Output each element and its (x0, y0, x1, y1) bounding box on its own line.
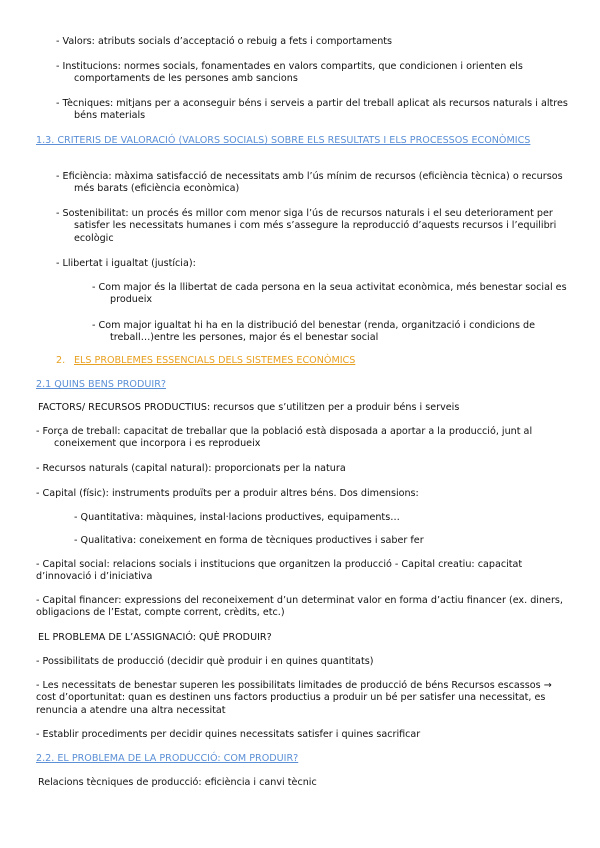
item-llibertat-a: - Com major és la llibertat de cada persona en la seua activitat econòmica, més benestar social es produeix (92, 282, 567, 306)
item-llibertat-b: - Com major igualtat hi ha en la distribució del benestar (renda, organització i condicions de treball…)entre les persones, major és el benestar social (92, 320, 536, 344)
item-eficiencia: - Eficiència: màxima satisfacció de necessitats amb l’ús mínim de recursos (eficiència tècnica) o recursos més barats (eficiència econòmica) (56, 171, 563, 195)
item-possibilitats: - Possibilitats de producció (decidir què produir i en quines quantitats) (36, 656, 374, 667)
heading-2-2: 2.2. EL PROBLEMA DE LA PRODUCCIÓ: COM PRODUIR? (36, 753, 299, 764)
item-recursos: - Recursos naturals (capital natural): proporcionats per la natura (36, 463, 346, 474)
item-valors: - Valors: atributs socials d’acceptació o rebuig a fets i comportaments (56, 36, 393, 47)
item-forca: - Força de treball: capacitat de treballar que la població està disposada a aportar a la producció, junt al coneixement que incorpora i es reprodueix (36, 426, 533, 450)
heading-2-number: 2. (56, 355, 66, 366)
item-capital-social: - Capital social: relacions socials i institucions que organitzen la producció - Capital creatiu: capacitat d’innovació i d’iniciativa (36, 559, 523, 583)
item-institucions: - Institucions: normes socials, fonamentades en valors compartits, que condicionen i orienten els comportaments de les persones amb sancions (56, 61, 523, 85)
heading-2-1: 2.1 QUINS BENS PRODUIR? (36, 379, 166, 390)
item-llibertat: - Llibertat i igualtat (justícia): (56, 258, 196, 269)
item-capital-financer: - Capital financer: expressions del reconeixement d’un determinat valor en forma d’actiu financer (ex. diners, obligacions de l’Estat, compte corrent, crèdits, etc.) (36, 595, 563, 619)
text-factors: FACTORS/ RECURSOS PRODUCTIUS: recursos que s’utilitzen per a produir béns i serveis (38, 402, 460, 413)
heading-2: ELS PROBLEMES ESSENCIALS DELS SISTEMES ECONÒMICS (74, 355, 356, 366)
text-relacions: Relacions tècniques de producció: eficiència i canvi tècnic (38, 777, 317, 788)
item-establir: - Establir procediments per decidir quines necessitats satisfer i quines sacrificar (36, 729, 421, 740)
text-problema-assignacio: EL PROBLEMA DE L’ASSIGNACIÓ: QUÈ PRODUIR? (38, 632, 272, 643)
item-qualitativa: - Qualitativa: coneixement en forma de tècniques productives i saber fer (74, 535, 424, 546)
item-capital: - Capital (físic): instruments produïts per a produir altres béns. Dos dimensions: (36, 488, 419, 499)
item-necessitats: - Les necessitats de benestar superen les possibilitats limitades de producció de béns Recursos escassos → cost d’oportunitat: quan es destinen uns factors productius a produir un bé per satisfer una necessitat, es renuncia a atendre una altra necessitat (36, 680, 552, 716)
item-tecniques: - Tècniques: mitjans per a aconseguir béns i serveis a partir del treball aplicat als recursos naturals i altres béns materials (56, 98, 568, 122)
item-sostenibilitat: - Sostenibilitat: un procés és millor com menor siga l’ús de recursos naturals i el seu deteriorament per satisfer les necessitats humanes i com més s’assegure la reproducció d’aquests recursos i l’equilibri ecològic (56, 208, 557, 244)
item-quantitativa: - Quantitativa: màquines, instal·lacions productives, equipaments… (74, 512, 400, 523)
heading-1-3: 1.3. CRITERIS DE VALORACIÓ (VALORS SOCIALS) SOBRE ELS RESULTATS I ELS PROCESSOS ECONÒMICS (36, 135, 531, 146)
